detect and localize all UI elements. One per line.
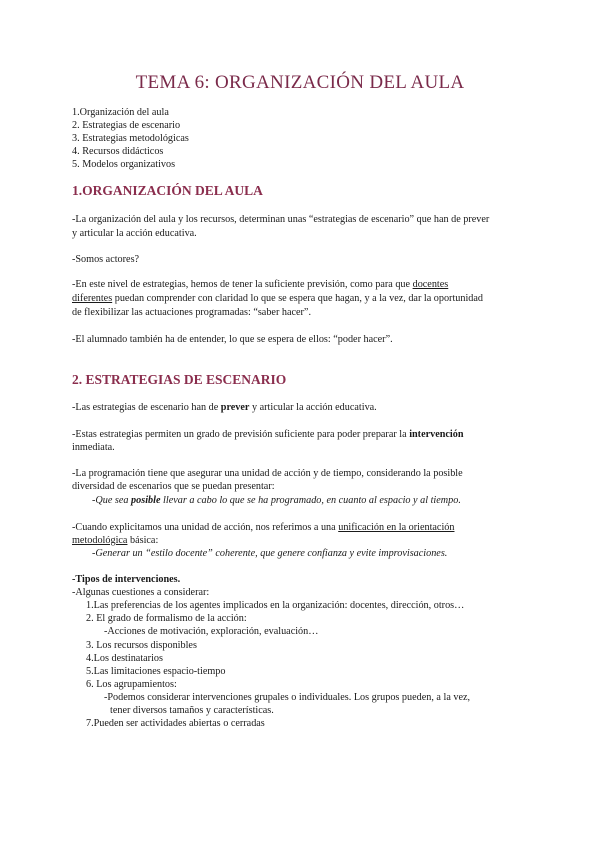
paragraph-line bbox=[72, 401, 377, 414]
subheading-tipos: -Tipos de intervenciones. bbox=[72, 574, 181, 585]
paragraph-line: inmediata. bbox=[72, 442, 115, 453]
bold-text: prever bbox=[220, 402, 250, 413]
paragraph-line: -El alumnado también ha de entender, lo que se espera de ellos: “poder hacer”. bbox=[72, 334, 393, 345]
list-item: 3. Los recursos disponibles bbox=[86, 640, 197, 651]
list-item: 4.Los destinatarios bbox=[86, 653, 163, 664]
list-item: tener diversos tamaños y características. bbox=[110, 705, 274, 716]
section-heading-1: 1.ORGANIZACIÓN DEL AULA bbox=[72, 183, 263, 198]
bold-text: intervención bbox=[409, 429, 464, 440]
text-run: y articular la acción educativa. bbox=[249, 402, 377, 413]
paragraph-line: y articular la acción educativa. bbox=[72, 228, 197, 239]
list-item: 5.Las limitaciones espacio-tiempo bbox=[86, 666, 226, 677]
paragraph-line: -Algunas cuestiones a considerar: bbox=[72, 587, 210, 598]
text-run: -Cuando explicitamos una unidad de acción, nos referimos a una bbox=[72, 522, 339, 533]
underlined-text: diferentes bbox=[72, 293, 113, 304]
toc-item: 3. Estrategias metodológicas bbox=[72, 133, 189, 144]
list-item: 1.Las preferencias de los agentes implicados en la organización: docentes, dirección, otros… bbox=[86, 600, 465, 611]
paragraph-line bbox=[72, 292, 483, 305]
paragraph-line: -La organización del aula y los recursos, determinan unas “estrategias de escenario” que han de prever bbox=[72, 214, 490, 225]
paragraph-line bbox=[72, 428, 464, 441]
list-item: 2. El grado de formalismo de la acción: bbox=[86, 613, 247, 624]
section-heading-2: 2. ESTRATEGIAS DE ESCENARIO bbox=[72, 372, 287, 387]
paragraph-line: -Somos actores? bbox=[72, 254, 140, 265]
paragraph-line bbox=[72, 521, 454, 534]
document-title: TEMA 6: ORGANIZACIÓN DEL AULA bbox=[135, 72, 465, 93]
text-run: básica: bbox=[127, 535, 159, 546]
text-run: -En este nivel de estrategias, hemos de tener la suficiente previsión, como para que bbox=[72, 279, 413, 290]
paragraph-line bbox=[92, 494, 461, 507]
paragraph-line: -Generar un “estilo docente” coherente, que genere confianza y evite improvisaciones. bbox=[92, 548, 448, 559]
paragraph-line bbox=[72, 534, 158, 547]
paragraph-line: diversidad de escenarios que se puedan presentar: bbox=[72, 481, 275, 492]
text-run: llevar a cabo lo que se ha programado, en cuanto al espacio y al tiempo. bbox=[160, 495, 461, 506]
paragraph-line: de flexibilizar las actuaciones programadas: “saber hacer”. bbox=[72, 307, 311, 318]
underlined-text: unificación en la orientación bbox=[338, 522, 455, 533]
text-run: -Estas estrategias permiten un grado de previsión suficiente para poder preparar la bbox=[72, 429, 410, 440]
bold-text: posible bbox=[131, 495, 161, 506]
toc-item: 4. Recursos didácticos bbox=[72, 146, 164, 157]
paragraph-line bbox=[72, 278, 448, 291]
list-item: 6. Los agrupamientos: bbox=[86, 679, 177, 690]
text-run: puedan comprender con claridad lo que se espera que hagan, y a la vez, dar la oportunidad bbox=[112, 293, 484, 304]
list-item: 7.Pueden ser actividades abiertas o cerradas bbox=[86, 718, 265, 729]
list-item: -Acciones de motivación, exploración, evaluación… bbox=[104, 626, 319, 637]
paragraph-line: -La programación tiene que asegurar una unidad de acción y de tiempo, considerando la posible bbox=[72, 468, 463, 479]
text-run: -Que sea bbox=[92, 495, 132, 506]
toc-item: 1.Organización del aula bbox=[72, 107, 169, 118]
text-run: -Las estrategias de escenario han de bbox=[72, 402, 221, 413]
underlined-text: docentes bbox=[412, 279, 449, 290]
toc-item: 2. Estrategias de escenario bbox=[72, 120, 181, 131]
list-item: -Podemos considerar intervenciones grupales o individuales. Los grupos pueden, a la vez, bbox=[104, 692, 471, 703]
toc-item: 5. Modelos organizativos bbox=[72, 159, 176, 170]
underlined-text: metodológica bbox=[72, 535, 128, 546]
